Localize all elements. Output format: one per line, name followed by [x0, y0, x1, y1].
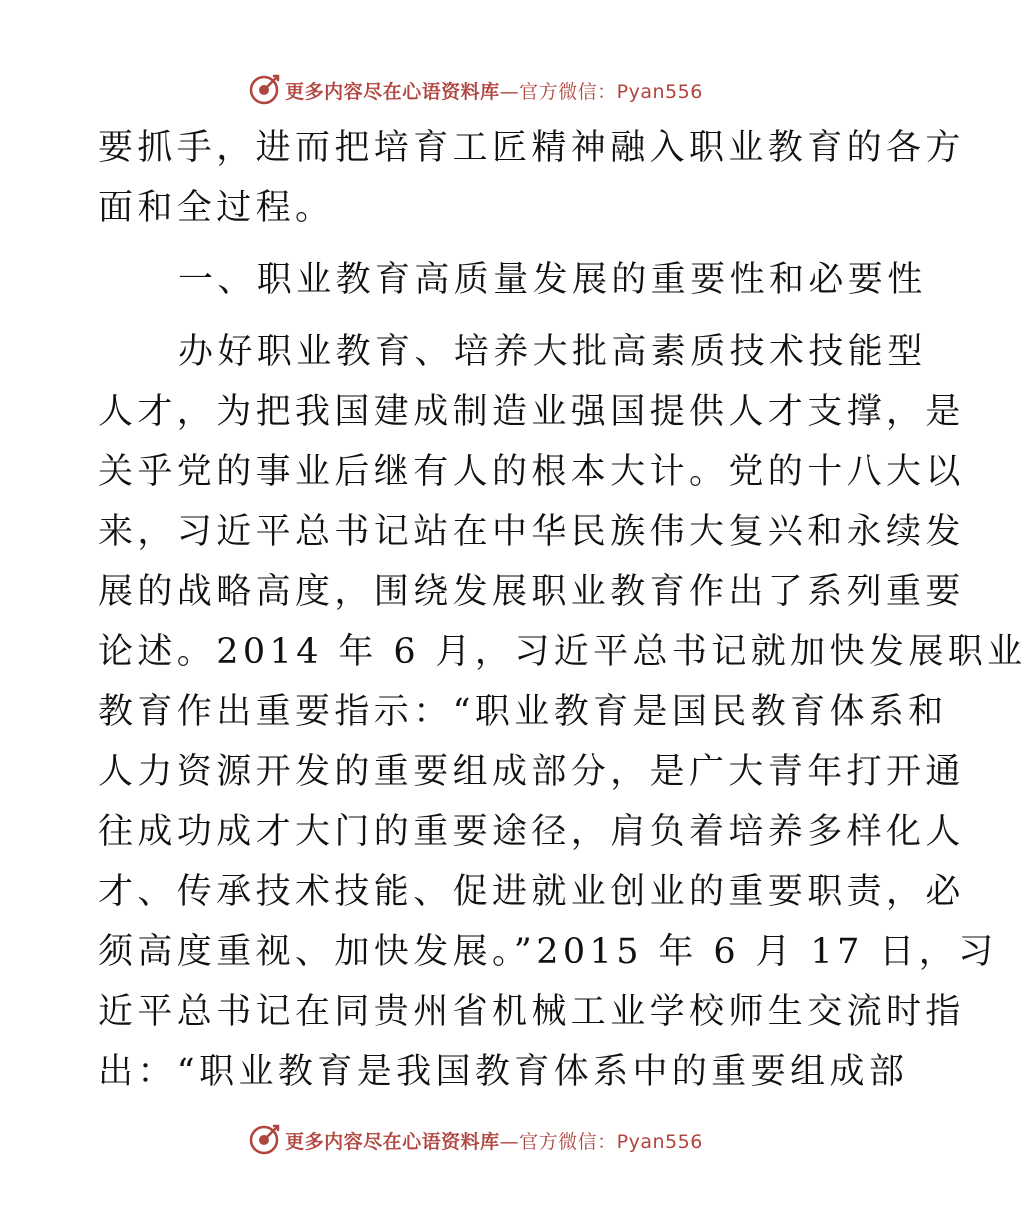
text-line: 来，习近平总书记站在中华民族伟大复兴和永续发	[98, 512, 965, 552]
text-line: 近平总书记在同贵州省机械工业学校师生交流时指	[98, 992, 965, 1032]
text-line: 出：“职业教育是我国教育体系中的重要组成部	[98, 1052, 909, 1092]
text-line: 办好职业教育、培养大批高素质技术技能型	[178, 332, 927, 372]
document-body	[98, 118, 1027, 1102]
text-line: 论述。2014 年 6 月，习近平总书记就加快发展职业	[98, 632, 1027, 672]
text-line: 才、传承技术技能、促进就业创业的重要职责，必	[98, 872, 965, 912]
logo-icon	[247, 1123, 281, 1157]
logo-icon	[247, 73, 281, 107]
footer-watermark	[0, 1120, 950, 1160]
header-contact-text: —官方微信：Pyan556	[499, 80, 703, 103]
text-line: 关乎党的事业后继有人的根本大计。党的十八大以	[98, 452, 965, 492]
text-line: 须高度重视、加快发展。”2015 年 6 月 17 日，习	[98, 932, 998, 972]
footer-promo-text: 更多内容尽在心语资料库	[285, 1130, 500, 1153]
footer-contact-text: —官方微信：Pyan556	[499, 1130, 703, 1153]
text-line: 面和全过程。	[98, 188, 335, 228]
text-line: 人力资源开发的重要组成部分，是广大青年打开通	[98, 752, 965, 792]
header-watermark	[0, 70, 950, 110]
text-line: 要抓手，进而把培育工匠精神融入职业教育的各方	[98, 128, 965, 168]
text-line: 人才，为把我国建成制造业强国提供人才支撑，是	[98, 392, 965, 432]
section-heading: 一、职业教育高质量发展的重要性和必要性	[178, 260, 927, 300]
text-line: 往成功成才大门的重要途径，肩负着培养多样化人	[98, 812, 965, 852]
text-line: 展的战略高度，围绕发展职业教育作出了系列重要	[98, 572, 965, 612]
text-line: 教育作出重要指示：“职业教育是国民教育体系和	[98, 692, 948, 732]
header-promo-text: 更多内容尽在心语资料库	[285, 80, 500, 103]
